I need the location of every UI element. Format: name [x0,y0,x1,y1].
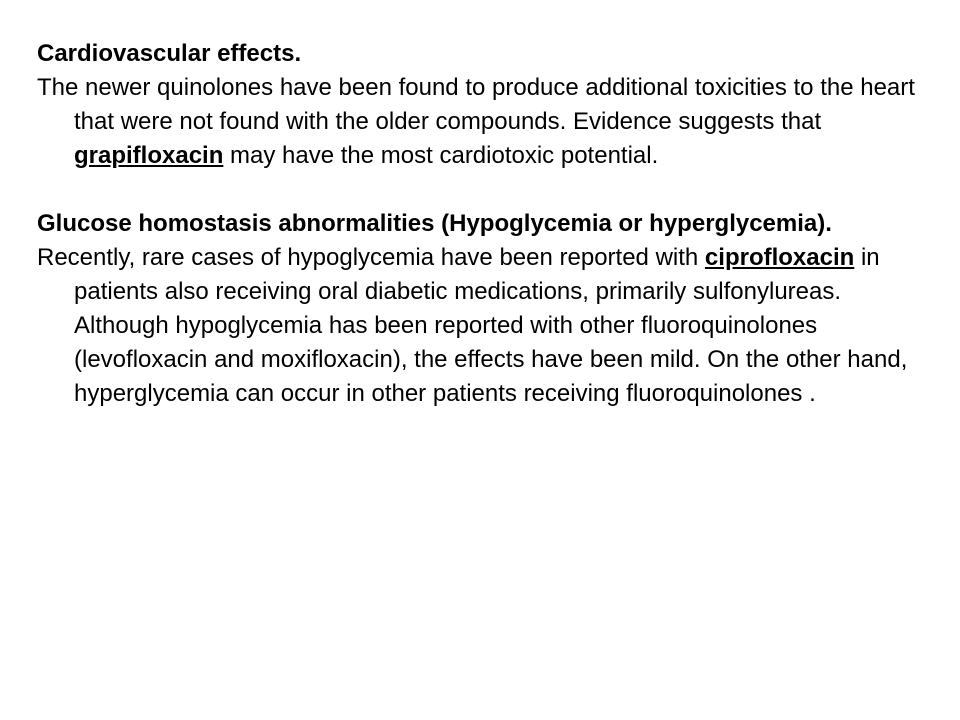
grapifloxacin-term: grapifloxacin [74,142,224,169]
ciprofloxacin-term: ciprofloxacin [704,244,855,271]
glucose-text-start: Recently, rare cases of hypoglycemia have been reported with [37,244,705,271]
section-spacer [37,173,940,207]
glucose-heading: Glucose homostasis abnormalities (Hypoglycemia or hyperglycemia). [37,210,832,237]
cardiovascular-text-start: The newer quinolones have been found to produce additional toxicities to the heart that were not found with the older compounds. Evidence suggests that [37,74,915,135]
cardiovascular-paragraph [37,71,940,173]
glucose-paragraph [37,241,940,411]
glucose-text-end: in patients also receiving oral diabetic medications, primarily sulfonylureas. Although hypoglycemia has been reported with other fluoroquinolones (levofloxacin and moxifloxacin), the effects have been mild. On the other hand, hyperglycemia can occur in other patients receiving fluoroquinolones . [74,244,908,407]
cardiovascular-heading: Cardiovascular effects. [37,40,302,67]
cardiovascular-text-end: may have the most cardiotoxic potential. [223,142,659,169]
